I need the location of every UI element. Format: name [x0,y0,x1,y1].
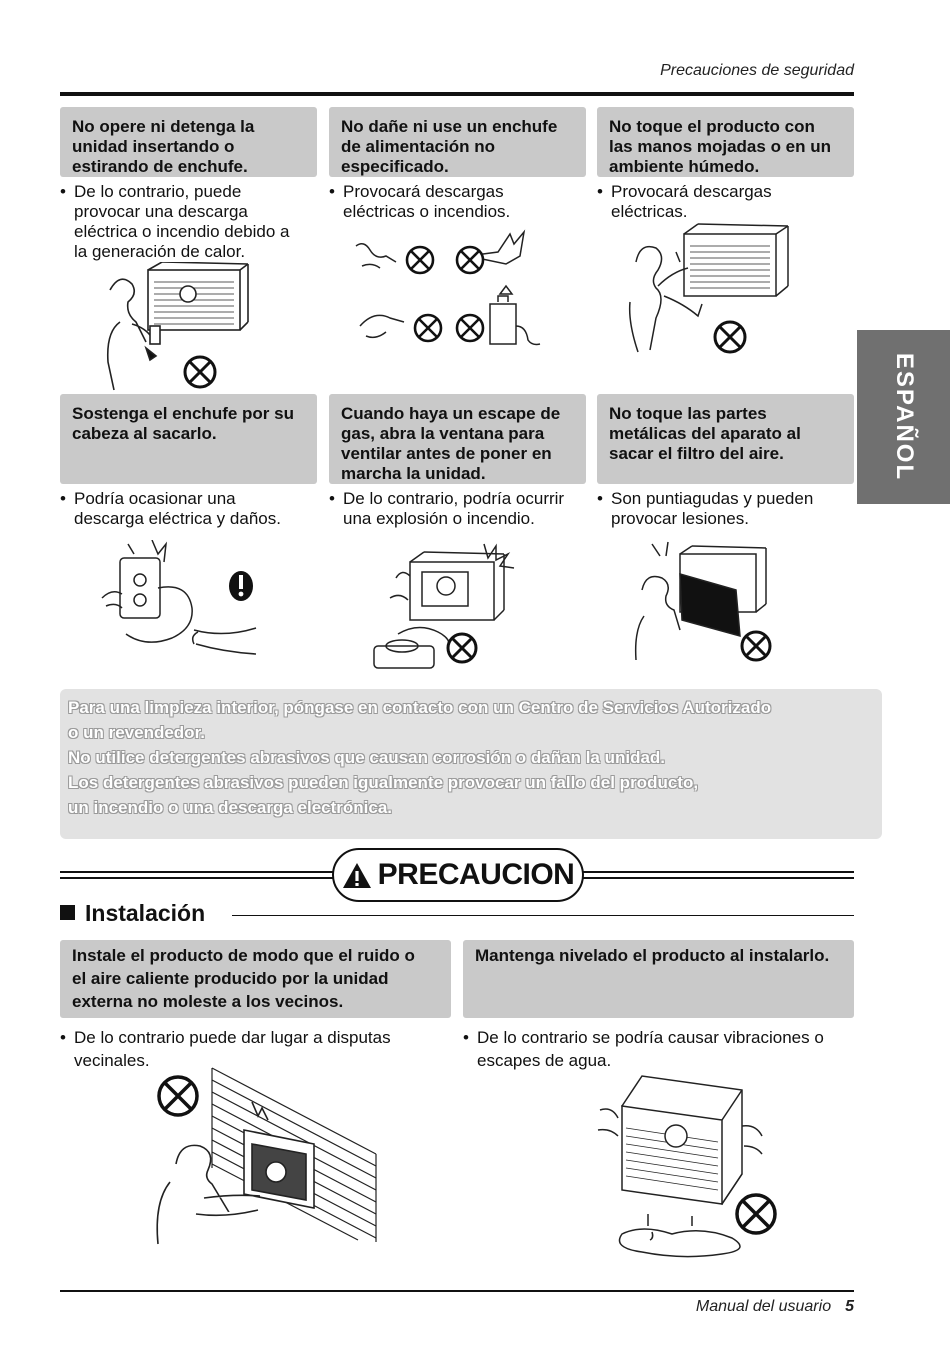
notice-line: Los detergentes abrasivos pueden igualmente provocar un fallo del producto, [68,773,699,792]
card-4-title-line: cabeza al sacarlo. [72,424,217,443]
prohibited-icon [448,634,476,662]
card-4-title-line: Sostenga el enchufe por su [72,404,294,423]
neighbor-noise-illustration [148,1064,380,1246]
install-card-2-title [463,940,854,1018]
card-3-body-line: eléctricas. [611,202,688,221]
card-5-body-line: una explosión o incendio. [343,509,535,528]
filter-removal-illustration [628,540,778,665]
card-3-body [597,182,854,222]
caution-rule-right [582,871,854,873]
card-6-title-line: sacar el filtro del aire. [609,444,784,463]
card-3-title-line: ambiente húmedo. [609,157,760,176]
unplug-illustration [80,262,260,392]
card-1-body [60,182,317,262]
card-1-title-line: estirando de enchufe. [72,157,248,176]
prohibited-icon [742,632,770,660]
section-square-icon [60,905,75,920]
card-5-body-line: • De lo contrario, podría ocurrir [343,489,565,508]
page-number: 5 [845,1298,854,1315]
card-1-title-line: unidad insertando o [72,137,235,156]
language-tab-label: ESPAÑOL [890,352,918,482]
install-card-2-body-line: • De lo contrario se podría causar vibraciones o [477,1028,824,1047]
card-4-body-line: • Podría ocasionar una [74,489,236,508]
card-1-title-line: No opere ni detenga la [72,117,255,136]
prohibited-icon [185,357,215,387]
card-6-title-line: No toque las partes [609,404,767,423]
plug-head-illustration [98,540,268,660]
card-4-body-line: descarga eléctrica y daños. [74,509,281,528]
card-2-body [329,182,586,222]
card-5-title-line: marcha la unidad. [341,464,486,483]
footer-rule [60,1290,854,1292]
card-5-title-line: ventilar antes de poner en [341,444,552,463]
card-6-title-line: metálicas del aparato al [609,424,801,443]
card-6-body-line: provocar lesiones. [611,509,749,528]
notice-line: o un revendedor. [68,723,205,742]
warning-exclamation-icon [229,571,253,601]
card-6-body-line: • Son puntiagudas y pueden [611,489,814,508]
section-rule [232,915,854,916]
language-tab [857,330,950,504]
card-2-title-line: de alimentación no [341,137,495,156]
card-4-body [60,489,317,529]
install-card-1-title-line: el aire caliente producido por la unidad [72,969,389,988]
notice-line: No utilice detergentes abrasivos que causan corrosión o dañan la unidad. [68,748,666,767]
card-2-body-line: • Provocará descargas [343,182,504,201]
card-1-title [60,107,317,177]
section-title [60,900,205,927]
warning-triangle-icon [342,862,372,889]
wet-hands-illustration [618,222,798,362]
card-5-body [329,489,586,529]
card-5-title-line: gas, abra la ventana para [341,424,545,443]
caution-label: PRECAUCION [377,858,575,891]
install-card-1-body-line: • De lo contrario puede dar lugar a disputas [74,1028,391,1047]
header-section-title: Precauciones de seguridad [660,62,854,79]
notice-line: un incendio o una descarga electrónica. [68,798,393,817]
gas-leak-illustration [366,538,538,683]
install-card-2-title-line: Mantenga nivelado el producto al instalarlo. [475,946,830,965]
prohibited-icon [715,322,745,352]
prohibited-icon [159,1077,197,1115]
card-2-body-line: eléctricas o incendios. [343,202,511,221]
card-6-body [597,489,854,529]
card-1-body-line: provocar una descarga [74,202,248,221]
caution-rule-left [60,877,334,879]
caution-rule-left [60,871,334,873]
card-6-title [597,394,854,484]
install-card-1-title-line: externa no moleste a los vecinos. [72,992,344,1011]
caution-rule-right [582,877,854,879]
card-4-title [60,394,317,484]
footer-manual-label: Manual del usuario [695,1298,832,1315]
card-2-title-line: No dañe ni use un enchufe [341,117,558,136]
card-1-body-line: eléctrica o incendio debido a [74,222,290,241]
level-installation-illustration [592,1066,788,1258]
notice-line: Para una limpieza interior, póngase en contacto con un Centro de Servicios Autorizado [68,698,772,717]
card-2-title-line: especificado. [341,157,449,176]
damaged-plug-illustration [352,226,552,356]
card-3-title-line: las manos mojadas o en un [609,137,832,156]
install-card-2-body-line: escapes de agua. [477,1051,612,1070]
card-1-body-line: la generación de calor. [74,242,246,261]
install-card-1-body-line: vecinales. [74,1051,150,1070]
card-5-title [329,394,586,484]
card-5-title-line: Cuando haya un escape de [341,404,561,423]
prohibited-icon [737,1195,775,1233]
card-3-title [597,107,854,177]
cleaning-notice [60,689,882,839]
install-card-1-title [60,940,451,1018]
top-rule [60,92,854,96]
section-title-text: Instalación [85,900,206,926]
card-3-body-line: • Provocará descargas [611,182,772,201]
card-1-body-line: • De lo contrario, puede [74,182,242,201]
footer [696,1298,854,1316]
card-2-title [329,107,586,177]
install-card-1-title-line: Instale el producto de modo que el ruido o [72,946,415,965]
card-3-title-line: No toque el producto con [609,117,815,136]
caution-banner [332,848,584,902]
